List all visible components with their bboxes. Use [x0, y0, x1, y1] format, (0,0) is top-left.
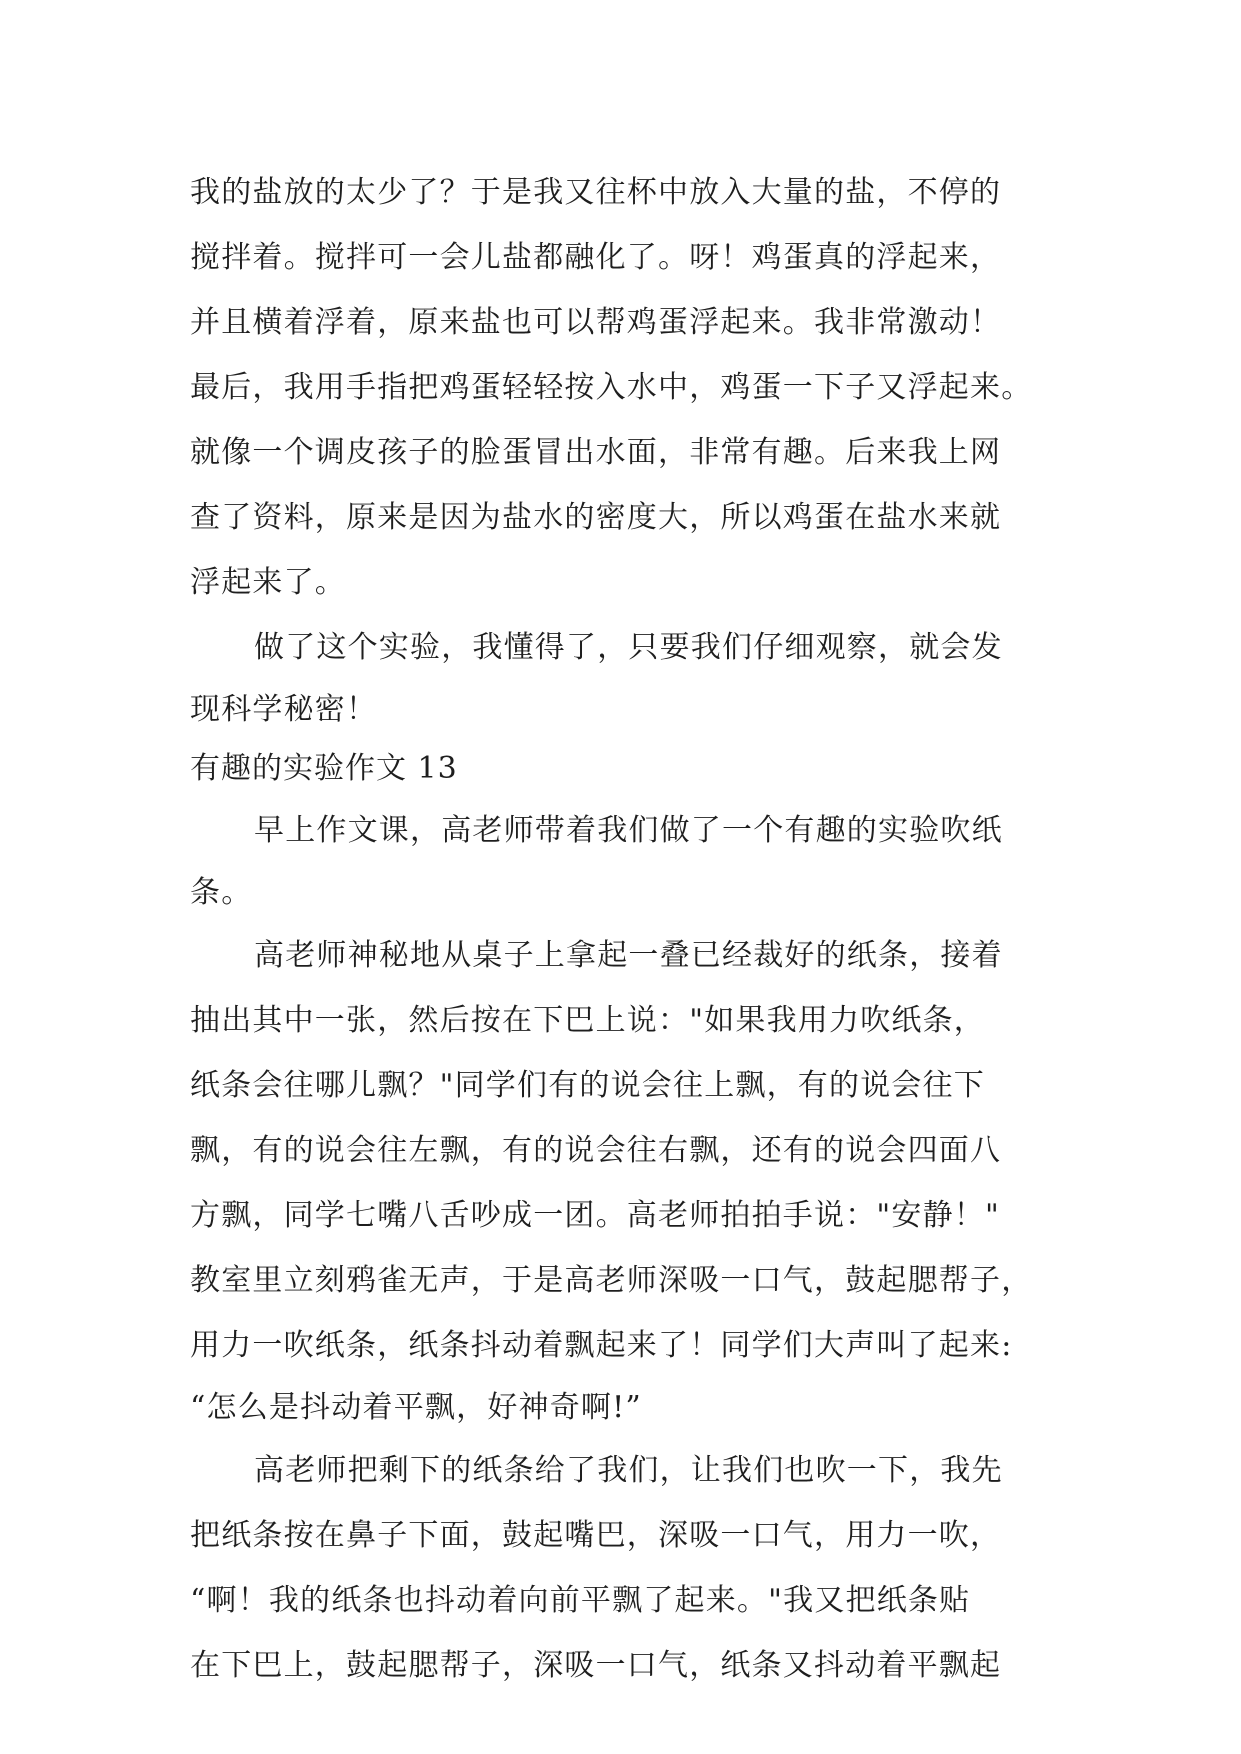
paragraph-salt-egg: [190, 160, 1050, 615]
text-line: “怎么是抖动着平飘，好神奇啊!”: [190, 1390, 642, 1425]
text-line: 就像一个调皮孩子的脸蛋冒出水面，非常有趣。后来我上网: [190, 435, 1002, 470]
text-line: 并且横着浮着，原来盐也可以帮鸡蛋浮起来。我非常激动！: [190, 305, 1002, 340]
text-line: 早上作文课，高老师带着我们做了一个有趣的实验吹纸: [254, 813, 1003, 848]
text-line: 用力一吹纸条，纸条抖动着飘起来了！同学们大声叫了起来:: [190, 1328, 1013, 1363]
text-line: 最后，我用手指把鸡蛋轻轻按入水中，鸡蛋一下子又浮起来。: [190, 370, 1033, 405]
text-line: 抽出其中一张，然后按在下巴上说："如果我用力吹纸条，: [190, 1003, 985, 1038]
text-line: “啊！我的纸条也抖动着向前平飘了起来。"我又把纸条贴: [190, 1583, 971, 1618]
text-line: 做了这个实验，我懂得了，只要我们仔细观察，就会发: [254, 630, 1003, 665]
text-line: 飘，有的说会往左飘，有的说会往右飘，还有的说会四面八: [190, 1133, 1002, 1168]
text-line: 在下巴上，鼓起腮帮子，深吸一口气，纸条又抖动着平飘起: [190, 1648, 1002, 1683]
text-line: 搅拌着。搅拌可一会儿盐都融化了。呀！鸡蛋真的浮起来，: [190, 240, 1002, 275]
text-line: 查了资料，原来是因为盐水的密度大，所以鸡蛋在盐水来就: [190, 500, 1002, 535]
text-line: 条。: [190, 875, 253, 910]
text-line: 方飘，同学七嘴八舌吵成一团。高老师拍拍手说："安静！": [190, 1198, 1000, 1233]
text-line: 浮起来了。: [190, 565, 346, 600]
paragraph-students-try: [190, 1438, 1050, 1698]
text-line: 教室里立刻鸦雀无声，于是高老师深吸一口气，鼓起腮帮子，: [190, 1263, 1033, 1298]
text-line: 高老师把剩下的纸条给了我们，让我们也吹一下，我先: [254, 1453, 1003, 1488]
document-body: [190, 160, 1050, 1698]
text-line: 纸条会往哪儿飘？"同学们有的说会往上飘，有的说会往下: [190, 1068, 985, 1103]
paragraph-conclusion: [190, 615, 1050, 740]
text-line: 把纸条按在鼻子下面，鼓起嘴巴，深吸一口气，用力一吹，: [190, 1518, 1002, 1553]
section-title: 有趣的实验作文 13: [190, 751, 458, 786]
paragraph-intro: [190, 798, 1050, 923]
text-line: 我的盐放的太少了？于是我又往杯中放入大量的盐，不停的: [190, 175, 1002, 210]
text-line: 高老师神秘地从桌子上拿起一叠已经裁好的纸条，接着: [254, 938, 1003, 973]
text-line: 现科学秘密！: [190, 692, 378, 727]
paragraph-teacher-demo: [190, 923, 1050, 1438]
